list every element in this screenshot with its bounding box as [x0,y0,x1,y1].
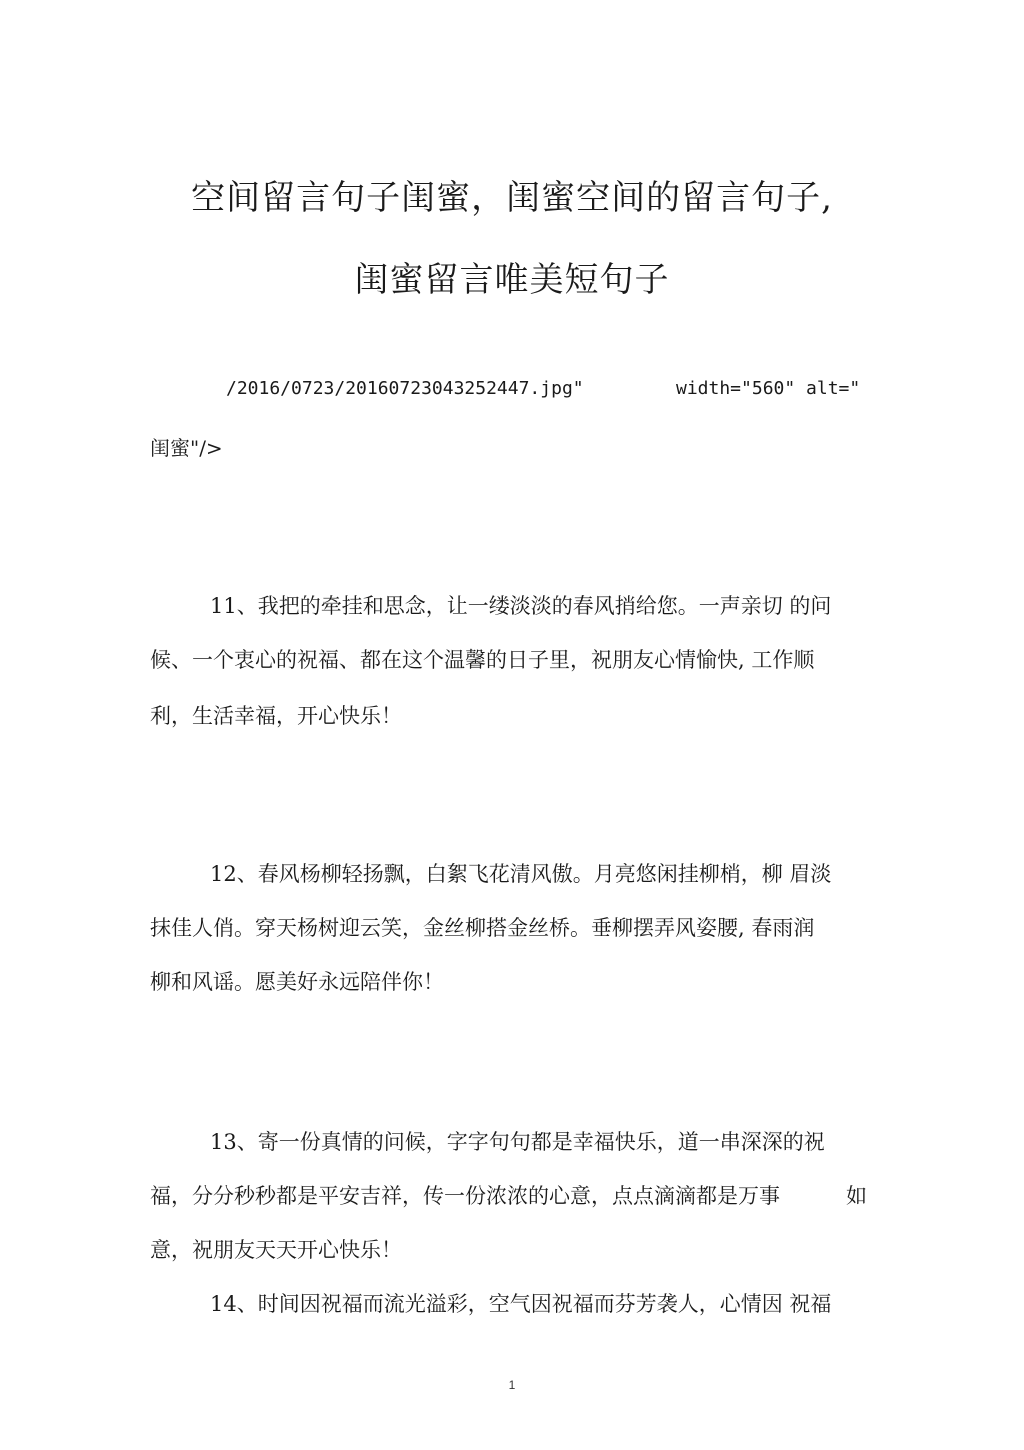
code-text-path: /2016/0723/20160723043252447.jpg" [226,378,584,399]
paragraph-11-line-3: 利，生活幸福，开心快乐！ [150,704,402,728]
page-number: 1 [508,1378,516,1392]
paragraph-12-line-3: 柳和风谣。愿美好永远陪伴你！ [150,970,444,994]
code-text-close: 闺蜜"/> [150,436,223,460]
paragraph-11-line-2: 候、一个衷心的祝福、都在这个温馨的日子里，祝朋友心情愉快, 工作顺 [150,648,815,672]
paragraph-11-line-1: 11、我把的牵挂和思念，让一缕淡淡的春风捎给您。一声亲切 的问 [210,594,832,618]
paragraph-12-line-1: 12、春风杨柳轻扬飘，白絮飞花清风傲。月亮悠闲挂柳梢，柳 眉淡 [210,862,832,886]
title-line-1: 空间留言句子闺蜜，闺蜜空间的留言句子, [191,178,833,218]
paragraph-12-line-2: 抹佳人俏。穿天杨树迎云笑，金丝柳搭金丝桥。垂柳摆弄风姿腰, 春雨润 [150,916,815,940]
paragraph-13-line-1: 13、寄一份真情的问候，字字句句都是幸福快乐，道一串深深的祝 [210,1130,825,1154]
paragraph-13-line-2: 福，分分秒秒都是平安吉祥，传一份浓浓的心意，点点滴滴都是万事 [150,1184,780,1208]
code-text-attrs: width="560" alt=" [676,378,861,399]
paragraph-13-line-2-end: 如 [846,1184,867,1208]
paragraph-14-line-1: 14、时间因祝福而流光溢彩，空气因祝福而芬芳袭人，心情因 祝福 [210,1292,832,1316]
title-line-2: 闺蜜留言唯美短句子 [354,260,670,300]
paragraph-13-line-3: 意，祝朋友天天开心快乐！ [150,1238,402,1262]
